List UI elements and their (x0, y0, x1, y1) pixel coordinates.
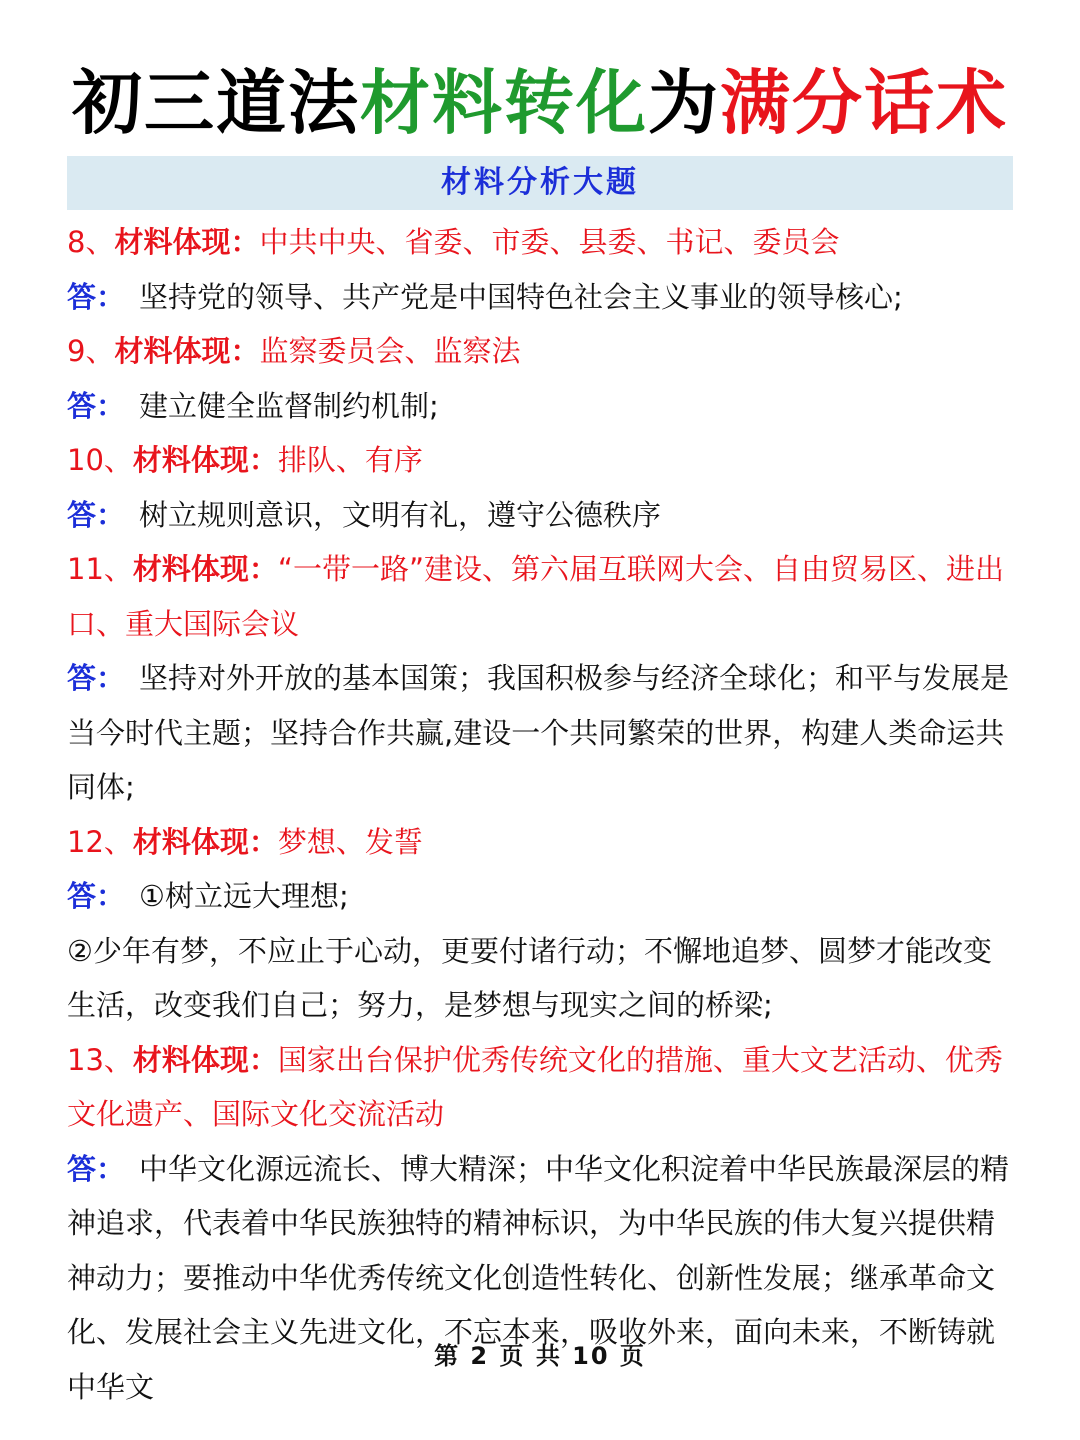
material-text: 排队、有序 (277, 443, 423, 477)
item-12-answer (67, 869, 1013, 924)
item-number: 11、 (67, 552, 133, 586)
answer-text: 中华文化源远流长、博大精深；中华文化积淀着中华民族最深层的精神追求，代表着中华民族独特的精神标识，为中华民族的伟大复兴提供精神动力；要推动中华优秀传统文化创造性转化、创新性发展；继承革命文化、发展社会主义先进文化，不忘本来，吸收外来，面向未来，不断铸就中华文 (67, 1151, 1010, 1404)
title-part-2: 材料转化 (360, 61, 648, 144)
item-11-material (67, 542, 1013, 651)
section-header (67, 156, 1013, 210)
material-text: “一带一路”建设、第六届互联网大会、自由贸易区、进出口、重大国际会议 (67, 552, 1004, 641)
material-text: 监察委员会、监察法 (259, 334, 521, 368)
material-label: 材料体现： (132, 552, 278, 586)
answer-label: 答： (67, 388, 126, 423)
answer-text: 树立规则意识，文明有礼，遵守公德秩序 (139, 497, 662, 532)
item-11-answer (67, 651, 1013, 815)
answer-label: 答： (67, 879, 126, 913)
item-13-answer (67, 1142, 1013, 1415)
item-number: 8、 (67, 225, 115, 259)
answer-text: 建立健全监督制约机制; (139, 388, 439, 423)
title-part-1: 初三道法 (72, 61, 360, 144)
answer-label: 答： (67, 279, 126, 314)
item-10-material (67, 433, 1013, 488)
answer-label: 答： (67, 497, 126, 532)
answer-text: 坚持对外开放的基本国策；我国积极参与经济全球化；和平与发展是当今时代主题；坚持合作共赢,建设一个共同繁荣的世界，构建人类命运共同体; (67, 661, 1010, 804)
answer-label: 答： (67, 661, 126, 695)
item-12-material (67, 815, 1013, 870)
content-area (67, 215, 1013, 1414)
item-number: 9、 (67, 334, 115, 368)
material-label: 材料体现： (132, 443, 278, 477)
answer-text: 坚持党的领导、共产党是中国特色社会主义事业的领导核心; (139, 279, 903, 314)
item-9-answer (67, 379, 1013, 434)
material-label: 材料体现： (132, 824, 278, 859)
item-13-material (67, 1033, 1013, 1142)
item-8-material (67, 215, 1013, 270)
material-text: 中共中央、省委、市委、县委、书记、委员会 (259, 225, 840, 259)
item-9-material (67, 324, 1013, 379)
material-label: 材料体现： (114, 225, 260, 259)
item-8-answer (67, 270, 1013, 325)
answer-text: ①树立远大理想; (139, 879, 349, 913)
page-footer: 第 2 页 共 10 页 (434, 1342, 646, 1370)
item-10-answer (67, 488, 1013, 543)
material-text: 梦想、发誓 (277, 824, 423, 859)
material-label: 材料体现： (114, 334, 260, 368)
title-part-4: 满分话术 (720, 61, 1008, 144)
item-number: 12、 (67, 824, 133, 859)
title-part-3: 为 (648, 61, 720, 144)
material-label: 材料体现： (132, 1042, 278, 1077)
material-text: 国家出台保护优秀传统文化的措施、重大文艺活动、优秀文化遗产、国际文化交流活动 (67, 1042, 1003, 1131)
answer-label: 答： (67, 1151, 126, 1186)
item-number: 13、 (67, 1042, 133, 1077)
page-title (0, 58, 1080, 148)
item-number: 10、 (67, 443, 133, 477)
item-12-answer-extra: ②少年有梦，不应止于心动，更要付诸行动；不懈地追梦、圆梦才能改变生活，改变我们自己；努力，是梦想与现实之间的桥梁; (67, 933, 992, 1022)
section-title: 材料分析大题 (441, 165, 639, 200)
